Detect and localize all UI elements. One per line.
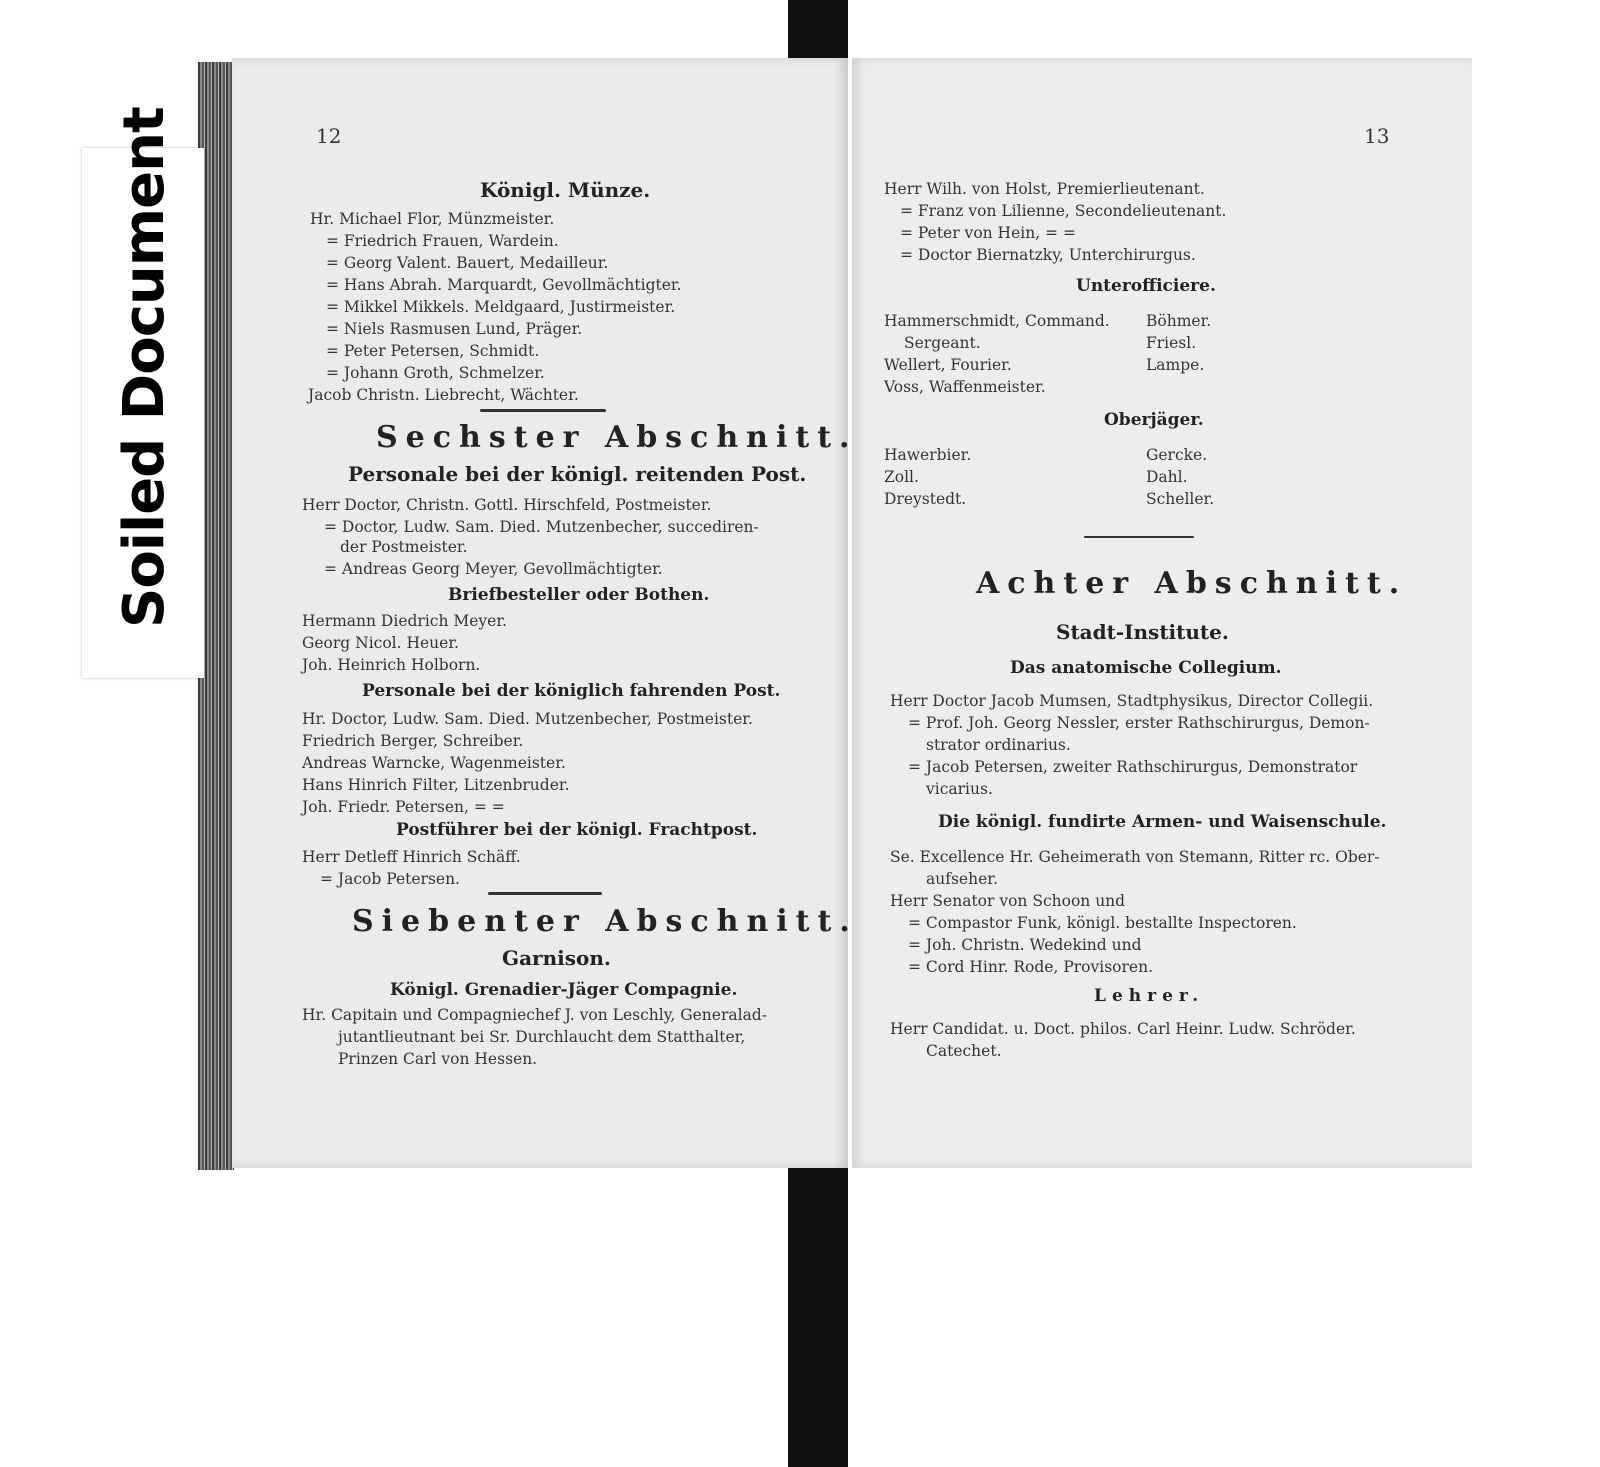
anat-line: = Prof. Joh. Georg Nessler, erster Rathschirurgus, Demon-: [908, 714, 1370, 732]
unteroff-left-line: Wellert, Fourier.: [884, 356, 1012, 374]
muenze-line: = Mikkel Mikkels. Meldgaard, Justirmeister.: [326, 298, 676, 316]
heading-sechster-abschnitt: Sechster Abschnitt.: [376, 420, 858, 455]
subheading-garnison: Garnison.: [502, 946, 611, 970]
heading-frachtpost: Postführer bei der königl. Frachtpost.: [396, 820, 758, 840]
lehrer-line: Catechet.: [926, 1042, 1002, 1060]
schule-line: = Compastor Funk, königl. bestallte Inspectoren.: [908, 914, 1297, 932]
anat-line: strator ordinarius.: [926, 736, 1071, 754]
post-line: Herr Doctor, Christn. Gottl. Hirschfeld, Postmeister.: [302, 496, 712, 514]
anat-line: Herr Doctor Jacob Mumsen, Stadtphysikus, Director Collegii.: [890, 692, 1374, 710]
heading-oberjaeger: Oberjäger.: [1104, 410, 1204, 430]
schule-line: = Cord Hinr. Rode, Provisoren.: [908, 958, 1153, 976]
section-rule: [1084, 536, 1194, 538]
heading-fahrende-post: Personale bei der königlich fahrenden Post.: [362, 681, 781, 701]
fahrend-line: Andreas Warncke, Wagenmeister.: [302, 754, 566, 772]
muenze-line: = Peter Petersen, Schmidt.: [326, 342, 540, 360]
boten-line: Joh. Heinrich Holborn.: [302, 656, 481, 674]
garnison-officer-line: = Franz von Lilienne, Secondelieutenant.: [900, 202, 1227, 220]
unteroff-right-line: Böhmer.: [1146, 312, 1212, 330]
schule-line: aufseher.: [926, 870, 998, 888]
label-text: Soiled Document: [112, 107, 177, 628]
page-number-left: 12: [316, 124, 342, 148]
fracht-line: = Jacob Petersen.: [320, 870, 460, 888]
muenze-line: = Johann Groth, Schmelzer.: [326, 364, 545, 382]
heading-armen-waisenschule: Die königl. fundirte Armen- und Waisenschule.: [938, 812, 1387, 832]
garnison-line: jutantlieutnant bei Sr. Durchlaucht dem Statthalter,: [338, 1028, 746, 1046]
fahrend-line: Friedrich Berger, Schreiber.: [302, 732, 524, 750]
boten-line: Hermann Diedrich Meyer.: [302, 612, 507, 630]
garnison-officer-line: = Peter von Hein, = =: [900, 224, 1076, 242]
heading-koenigl-muenze: Königl. Münze.: [480, 178, 651, 202]
fahrend-line: Hans Hinrich Filter, Litzenbruder.: [302, 776, 570, 794]
muenze-line: = Friedrich Frauen, Wardein.: [326, 232, 559, 250]
section-rule: [488, 892, 602, 895]
oberjaeger-left-line: Zoll.: [884, 468, 919, 486]
muenze-line: = Georg Valent. Bauert, Medailleur.: [326, 254, 609, 272]
lehrer-line: Herr Candidat. u. Doct. philos. Carl Heinr. Ludw. Schröder.: [890, 1020, 1356, 1038]
post-line: = Andreas Georg Meyer, Gevollmächtigter.: [324, 560, 663, 578]
unteroff-left-line: Voss, Waffenmeister.: [884, 378, 1046, 396]
oberjaeger-left-line: Dreystedt.: [884, 490, 967, 508]
heading-briefbesteller: Briefbesteller oder Bothen.: [448, 585, 710, 605]
garnison-officer-line: = Doctor Biernatzky, Unterchirurgus.: [900, 246, 1196, 264]
oberjaeger-right-line: Dahl.: [1146, 468, 1188, 486]
anat-line: vicarius.: [926, 780, 993, 798]
post-line: = Doctor, Ludw. Sam. Died. Mutzenbecher, succediren-: [324, 518, 759, 536]
muenze-line: Hr. Michael Flor, Münzmeister.: [310, 210, 555, 228]
heading-achter-abschnitt: Achter Abschnitt.: [976, 566, 1408, 601]
page-number-right: 13: [1364, 124, 1390, 148]
oberjaeger-right-line: Gercke.: [1146, 446, 1208, 464]
schule-line: Herr Senator von Schoon und: [890, 892, 1126, 910]
oberjaeger-left-line: Hawerbier.: [884, 446, 972, 464]
section-rule: [480, 409, 606, 412]
muenze-line: = Niels Rasmusen Lund, Präger.: [326, 320, 583, 338]
garnison-line: Hr. Capitain und Compagniechef J. von Leschly, Generalad-: [302, 1006, 767, 1024]
fracht-line: Herr Detleff Hinrich Schäff.: [302, 848, 521, 866]
muenze-line: = Hans Abrah. Marquardt, Gevollmächtigter.: [326, 276, 682, 294]
scanner-spine-band-bottom: [800, 1150, 822, 1467]
post-line: der Postmeister.: [340, 538, 468, 556]
oberjaeger-right-line: Scheller.: [1146, 490, 1215, 508]
fahrend-line: Hr. Doctor, Ludw. Sam. Died. Mutzenbecher, Postmeister.: [302, 710, 753, 728]
muenze-line: Jacob Christn. Liebrecht, Wächter.: [308, 386, 579, 404]
unteroff-right-line: Lampe.: [1146, 356, 1205, 374]
boten-line: Georg Nicol. Heuer.: [302, 634, 459, 652]
heading-anatomische-collegium: Das anatomische Collegium.: [1010, 658, 1282, 678]
unteroff-left-line: Hammerschmidt, Command.: [884, 312, 1110, 330]
garnison-officer-line: Herr Wilh. von Holst, Premierlieutenant.: [884, 180, 1205, 198]
unteroff-right-line: Friesl.: [1146, 334, 1197, 352]
garnison-line: Prinzen Carl von Hessen.: [338, 1050, 538, 1068]
unteroff-left-line: Sergeant.: [904, 334, 981, 352]
heading-grenadier-compagnie: Königl. Grenadier-Jäger Compagnie.: [390, 980, 738, 1000]
schule-line: = Joh. Christn. Wedekind und: [908, 936, 1142, 954]
fahrend-line: Joh. Friedr. Petersen, = =: [302, 798, 505, 816]
heading-siebenter-abschnitt: Siebenter Abschnitt.: [352, 904, 858, 939]
subheading-reitende-post: Personale bei der königl. reitenden Post.: [348, 462, 807, 486]
heading-lehrer: Lehrer.: [1094, 986, 1205, 1006]
subheading-stadt-institute: Stadt-Institute.: [1056, 620, 1229, 644]
anat-line: = Jacob Petersen, zweiter Rathschirurgus, Demonstrator: [908, 758, 1358, 776]
heading-unterofficiere: Unterofficiere.: [1076, 276, 1216, 296]
schule-line: Se. Excellence Hr. Geheimerath von Stemann, Ritter rc. Ober-: [890, 848, 1380, 866]
